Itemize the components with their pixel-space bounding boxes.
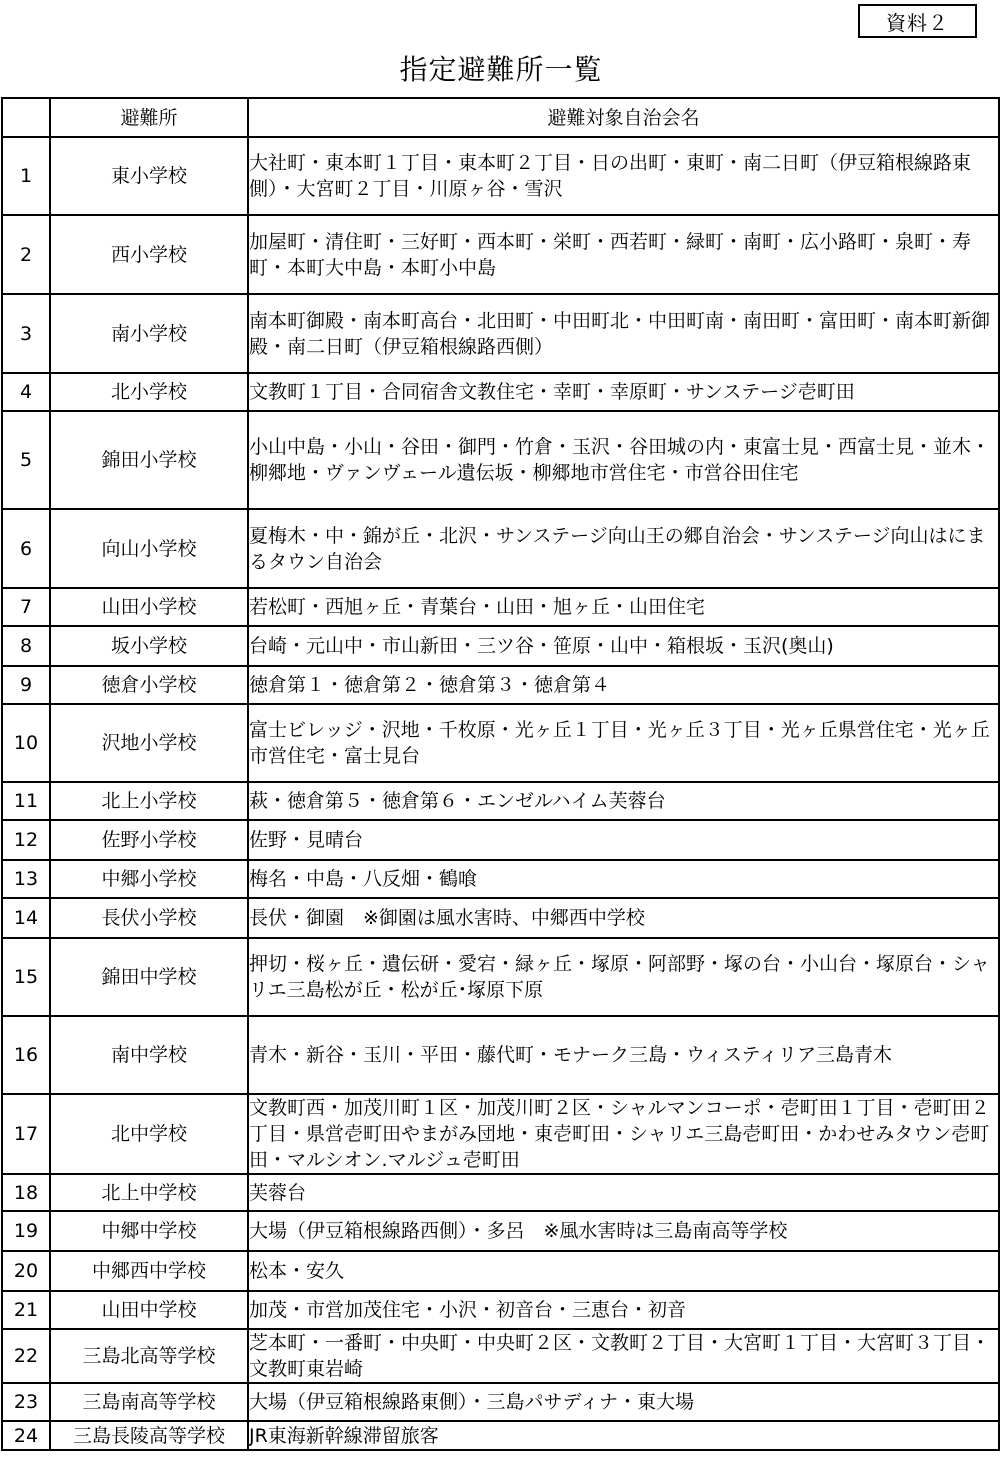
target-areas: 富士ビレッジ・沢地・千枚原・光ヶ丘１丁目・光ヶ丘３丁目・光ヶ丘県営住宅・光ヶ丘市営住宅・富士見台: [248, 704, 999, 782]
table-row: [2, 666, 999, 704]
shelter-table: [1, 97, 1000, 1451]
header-shelter: 避難所: [50, 98, 248, 137]
table-row: [2, 1016, 999, 1094]
target-areas: 文教町西・加茂川町１区・加茂川町２区・シャルマンコーポ・壱町田１丁目・壱町田２丁目・県営壱町田やまがみ団地・東壱町田・シャリエ三島壱町田・かわせみタウン壱町田・マルシオン.マルジュ壱町田: [248, 1094, 999, 1174]
row-number: 1: [2, 137, 50, 215]
table-row: [2, 1094, 999, 1174]
target-areas: 青木・新谷・玉川・平田・藤代町・モナーク三島・ウィスティリア三島青木: [248, 1016, 999, 1094]
row-number: 15: [2, 938, 50, 1016]
shelter-name: 北小学校: [50, 373, 248, 411]
target-areas: 長伏・御園 ※御園は風水害時、中郷西中学校: [248, 898, 999, 938]
target-areas: 加屋町・清住町・三好町・西本町・栄町・西若町・緑町・南町・広小路町・泉町・寿町・本町大中島・本町小中島: [248, 215, 999, 294]
target-areas: 大社町・東本町１丁目・東本町２丁目・日の出町・東町・南二日町（伊豆箱根線路東側）・大宮町２丁目・川原ヶ谷・雪沢: [248, 137, 999, 215]
row-number: 7: [2, 588, 50, 626]
shelter-name: 三島北高等学校: [50, 1329, 248, 1383]
shelter-name: 山田小学校: [50, 588, 248, 626]
table-row: [2, 1383, 999, 1421]
shelter-name: 西小学校: [50, 215, 248, 294]
table-row: [2, 626, 999, 666]
row-number: 10: [2, 704, 50, 782]
row-number: 22: [2, 1329, 50, 1383]
row-number: 14: [2, 898, 50, 938]
row-number: 18: [2, 1174, 50, 1211]
target-areas: 芝本町・一番町・中央町・中央町２区・文教町２丁目・大宮町１丁目・大宮町３丁目・文教町東岩崎: [248, 1329, 999, 1383]
target-areas: 萩・徳倉第５・徳倉第６・エンゼルハイム芙蓉台: [248, 782, 999, 820]
shelter-name: 中郷小学校: [50, 860, 248, 898]
table-row: [2, 294, 999, 373]
shelter-name: 東小学校: [50, 137, 248, 215]
row-number: 23: [2, 1383, 50, 1421]
row-number: 12: [2, 820, 50, 860]
table-row: [2, 137, 999, 215]
shelter-name: 南中学校: [50, 1016, 248, 1094]
table-row: [2, 898, 999, 938]
table-row: [2, 1291, 999, 1329]
table-row: [2, 509, 999, 588]
shelter-name: 中郷西中学校: [50, 1251, 248, 1291]
table-row: [2, 1329, 999, 1383]
target-areas: 梅名・中島・八反畑・鶴喰: [248, 860, 999, 898]
table-row: [2, 938, 999, 1016]
row-number: 19: [2, 1211, 50, 1251]
table-row: [2, 820, 999, 860]
shelter-name: 南小学校: [50, 294, 248, 373]
row-number: 5: [2, 411, 50, 509]
shelter-name: 徳倉小学校: [50, 666, 248, 704]
table-row: [2, 588, 999, 626]
row-number: 20: [2, 1251, 50, 1291]
table-row: [2, 215, 999, 294]
table-row: [2, 1251, 999, 1291]
row-number: 4: [2, 373, 50, 411]
shelter-name: 北上小学校: [50, 782, 248, 820]
header-number: [2, 98, 50, 137]
table-row: [2, 860, 999, 898]
target-areas: 南本町御殿・南本町高台・北田町・中田町北・中田町南・南田町・富田町・南本町新御殿・南二日町（伊豆箱根線路西側）: [248, 294, 999, 373]
shelter-name: 長伏小学校: [50, 898, 248, 938]
shelter-name: 錦田小学校: [50, 411, 248, 509]
shelter-name: 佐野小学校: [50, 820, 248, 860]
target-areas: 大場（伊豆箱根線路西側）・多呂 ※風水害時は三島南高等学校: [248, 1211, 999, 1251]
row-number: 2: [2, 215, 50, 294]
row-number: 24: [2, 1421, 50, 1450]
shelter-name: 北上中学校: [50, 1174, 248, 1211]
table-row: [2, 411, 999, 509]
target-areas: 夏梅木・中・錦が丘・北沢・サンステージ向山王の郷自治会・サンステージ向山はにまるタウン自治会: [248, 509, 999, 588]
shelter-name: 三島長陵高等学校: [50, 1421, 248, 1450]
table-row: [2, 1174, 999, 1211]
row-number: 8: [2, 626, 50, 666]
shelter-name: 北中学校: [50, 1094, 248, 1174]
table-row: [2, 373, 999, 411]
row-number: 17: [2, 1094, 50, 1174]
target-areas: 大場（伊豆箱根線路東側）・三島パサディナ・東大場: [248, 1383, 999, 1421]
document-label-box: 資料２: [858, 4, 977, 38]
shelter-name: 向山小学校: [50, 509, 248, 588]
shelter-name: 山田中学校: [50, 1291, 248, 1329]
target-areas: 若松町・西旭ヶ丘・青葉台・山田・旭ヶ丘・山田住宅: [248, 588, 999, 626]
target-areas: JR東海新幹線滞留旅客: [248, 1421, 999, 1450]
target-areas: 徳倉第１・徳倉第２・徳倉第３・徳倉第４: [248, 666, 999, 704]
target-areas: 文教町１丁目・合同宿舎文教住宅・幸町・幸原町・サンステージ壱町田: [248, 373, 999, 411]
row-number: 9: [2, 666, 50, 704]
target-areas: 松本・安久: [248, 1251, 999, 1291]
table-row: [2, 782, 999, 820]
row-number: 16: [2, 1016, 50, 1094]
row-number: 21: [2, 1291, 50, 1329]
shelter-name: 三島南高等学校: [50, 1383, 248, 1421]
shelter-name: 中郷中学校: [50, 1211, 248, 1251]
page-title: 指定避難所一覧: [399, 53, 603, 86]
shelter-name: 坂小学校: [50, 626, 248, 666]
target-areas: 佐野・見晴台: [248, 820, 999, 860]
target-areas: 加茂・市営加茂住宅・小沢・初音台・三恵台・初音: [248, 1291, 999, 1329]
row-number: 13: [2, 860, 50, 898]
header-areas: 避難対象自治会名: [248, 98, 999, 137]
row-number: 3: [2, 294, 50, 373]
table-header-row: [2, 98, 999, 137]
target-areas: 小山中島・小山・谷田・御門・竹倉・玉沢・谷田城の内・東富士見・西富士見・並木・柳郷地・ヴァンヴェール遺伝坂・柳郷地市営住宅・市営谷田住宅: [248, 411, 999, 509]
table-body: [2, 137, 999, 1450]
table-row: [2, 1421, 999, 1450]
shelter-name: 沢地小学校: [50, 704, 248, 782]
row-number: 11: [2, 782, 50, 820]
target-areas: 押切・桜ヶ丘・遺伝研・愛宕・緑ヶ丘・塚原・阿部野・塚の台・小山台・塚原台・シャリエ三島松が丘・松が丘･塚原下原: [248, 938, 999, 1016]
target-areas: 台崎・元山中・市山新田・三ツ谷・笹原・山中・箱根坂・玉沢(奥山): [248, 626, 999, 666]
row-number: 6: [2, 509, 50, 588]
shelter-name: 錦田中学校: [50, 938, 248, 1016]
table-row: [2, 704, 999, 782]
target-areas: 芙蓉台: [248, 1174, 999, 1211]
table-row: [2, 1211, 999, 1251]
